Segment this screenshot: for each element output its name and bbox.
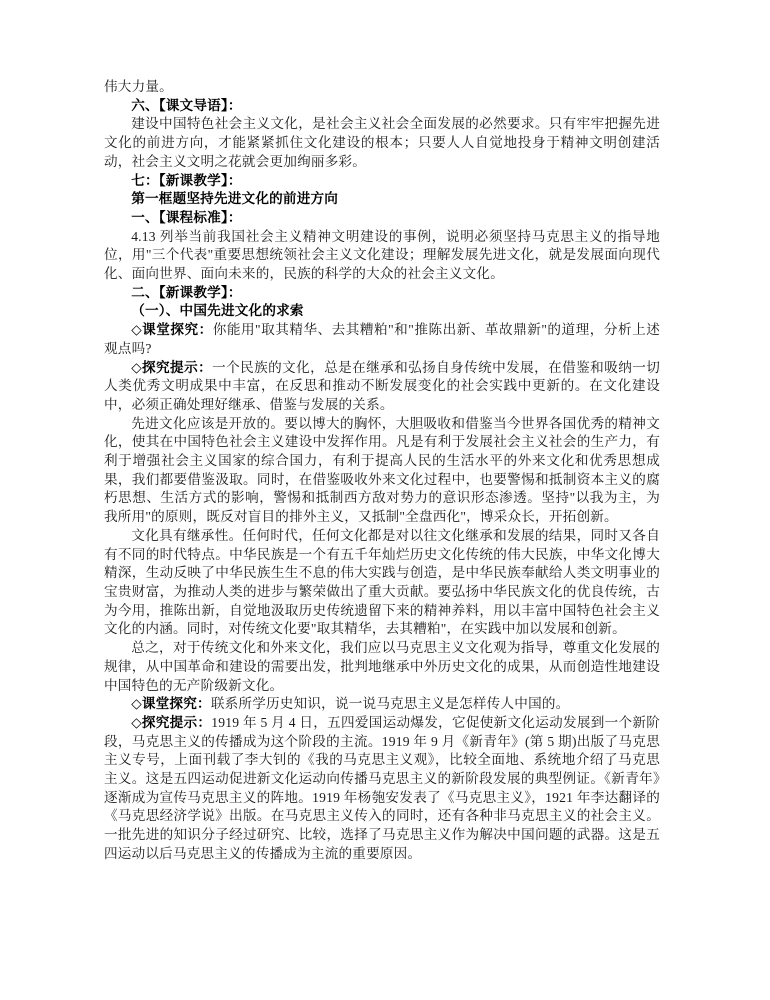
para-inquiry-hint-1 — [104, 359, 660, 415]
hint-label: ◇探究提示： — [131, 714, 212, 730]
hint-text: 1919 年 5 月 4 日，五四爱国运动爆发，它促使新文化运动发展到一个新阶段，马克思主义的传播成为这个阶段的主流。1919 年 9 月《新青年》(第 5 期)出版了马克思主义专号，上面刊载了李大钊的《我的马克思主义观》，比较全面地、系统地介绍了马克思主义。这是五四运动促进新文化运动向传播马克思主义的新阶段发展的典型例证。《新青年》逐渐成为宣传马克思主义的阵地。1919 年杨匏安发表了《马克思主义》，1921 年李达翻译的《马克思经济学说》出版。在马克思主义传入的同时，还有各种非马克思主义的社会主义。一批先进的知识分子经过研究、比较，选择了马克思主义作为解决中国问题的武器。这是五四运动以后马克思主义的传播成为主流的重要原因。 — [104, 714, 660, 861]
hint-label: ◇探究提示： — [131, 359, 213, 375]
para-course-intro: 建设中国特色社会主义文化，是社会主义社会全面发展的必然要求。只有牢牢把握先进文化的前进方向，才能紧紧抓住文化建设的根本；只要人人自觉地投身于精神文明创建活动，社会主义文明之花就会更加绚丽多彩。 — [104, 116, 660, 169]
para-inquiry-hint-2 — [104, 714, 660, 864]
para-classroom-inquiry-2 — [104, 695, 660, 714]
continuation-line: 伟大力量。 — [104, 79, 173, 94]
heading-new-lesson-teaching: 二、【新课教学】： — [131, 284, 242, 300]
para-culture-inheritance: 文化具有继承性。任何时代，任何文化都是对以往文化继承和发展的结果，同时又各自有不同的时代特点。中华民族是一个有五千年灿烂历史文化传统的伟大民族，中华文化博大精深，生动反映了中华民族生生不息的伟大实践与创造，是中华民族奉献给人类文明事业的宝贵财富，为推动人类的进步与繁荣做出了重大贡献。要弘扬中华民族文化的优良传统，古为今用，推陈出新，自觉地汲取历史传统遗留下来的精神养料，用以丰富中国特色社会主义文化的内涵。同时，对传统文化要"取其精华，去其糟粕"，在实践中加以发展和创新。 — [104, 527, 660, 637]
heading-section-one: （一）、中国先进文化的求索 — [131, 303, 304, 319]
para-classroom-inquiry-1 — [104, 321, 660, 358]
inquiry-label: ◇课堂探究： — [131, 696, 211, 712]
heading-frame-title: 第一框题坚持先进文化的前进方向 — [131, 191, 339, 207]
heading-curriculum-standard: 一、【课程标准】： — [131, 209, 242, 225]
document-body — [104, 78, 660, 864]
inquiry-label: ◇课堂探究： — [131, 322, 213, 338]
inquiry-text: 联系所学历史知识，说一说马克思主义是怎样传人中国的。 — [210, 696, 570, 712]
para-open-culture: 先进文化应该是开放的。要以博大的胸怀，大胆吸收和借鉴当今世界各国优秀的精神文化，使其在中国特色社会主义建设中发挥作用。凡是有利于发展社会主义社会的生产力，有利于增强社会主义国家的综合国力，有利于提高人民的生活水平的外来文化和优秀思想成果，我们都要借鉴汲取。同时，在借鉴吸收外来文化过程中，也要警惕和抵制资本主义的腐朽思想、生活方式的影响，警惕和抵制西方敌对势力的意识形态渗透。坚持"以我为主，为我所用"的原则，既反对盲目的排外主义，又抵制"全盘西化"，博采众长，开拓创新。 — [104, 415, 660, 525]
inquiry-text: 你能用"取其精华、去其糟粕"和"推陈出新、革故鼎新"的道理，分析上述观点吗? — [104, 322, 660, 356]
heading-course-intro: 六、【课文导语】： — [131, 97, 242, 113]
heading-new-lesson: 七：【新课教学】： — [131, 172, 242, 188]
para-curriculum-standard: 4.13 列举当前我国社会主义精神文明建设的事例，说明必须坚持马克思主义的指导地位，用"三个代表"重要思想统领社会主义文化建设；理解发展先进文化，就是发展面向现代化、面向世界、面向未来的，民族的科学的大众的社会主义文化。 — [104, 228, 660, 282]
para-summary: 总之，对于传统文化和外来文化，我们应以马克思主义文化观为指导，尊重文化发展的规律，从中国革命和建设的需要出发，批判地继承中外历史文化的成果，从而创造性地建设中国特色的无产阶级新文化。 — [104, 640, 660, 693]
hint-text: 一个民族的文化，总是在继承和弘扬自身传统中发展，在借鉴和吸纳一切人类优秀文明成果中丰富，在反思和推动不断发展变化的社会实践中更新的。在文化建设中，必须正确处理好继承、借鉴与发展的关系。 — [104, 359, 660, 412]
